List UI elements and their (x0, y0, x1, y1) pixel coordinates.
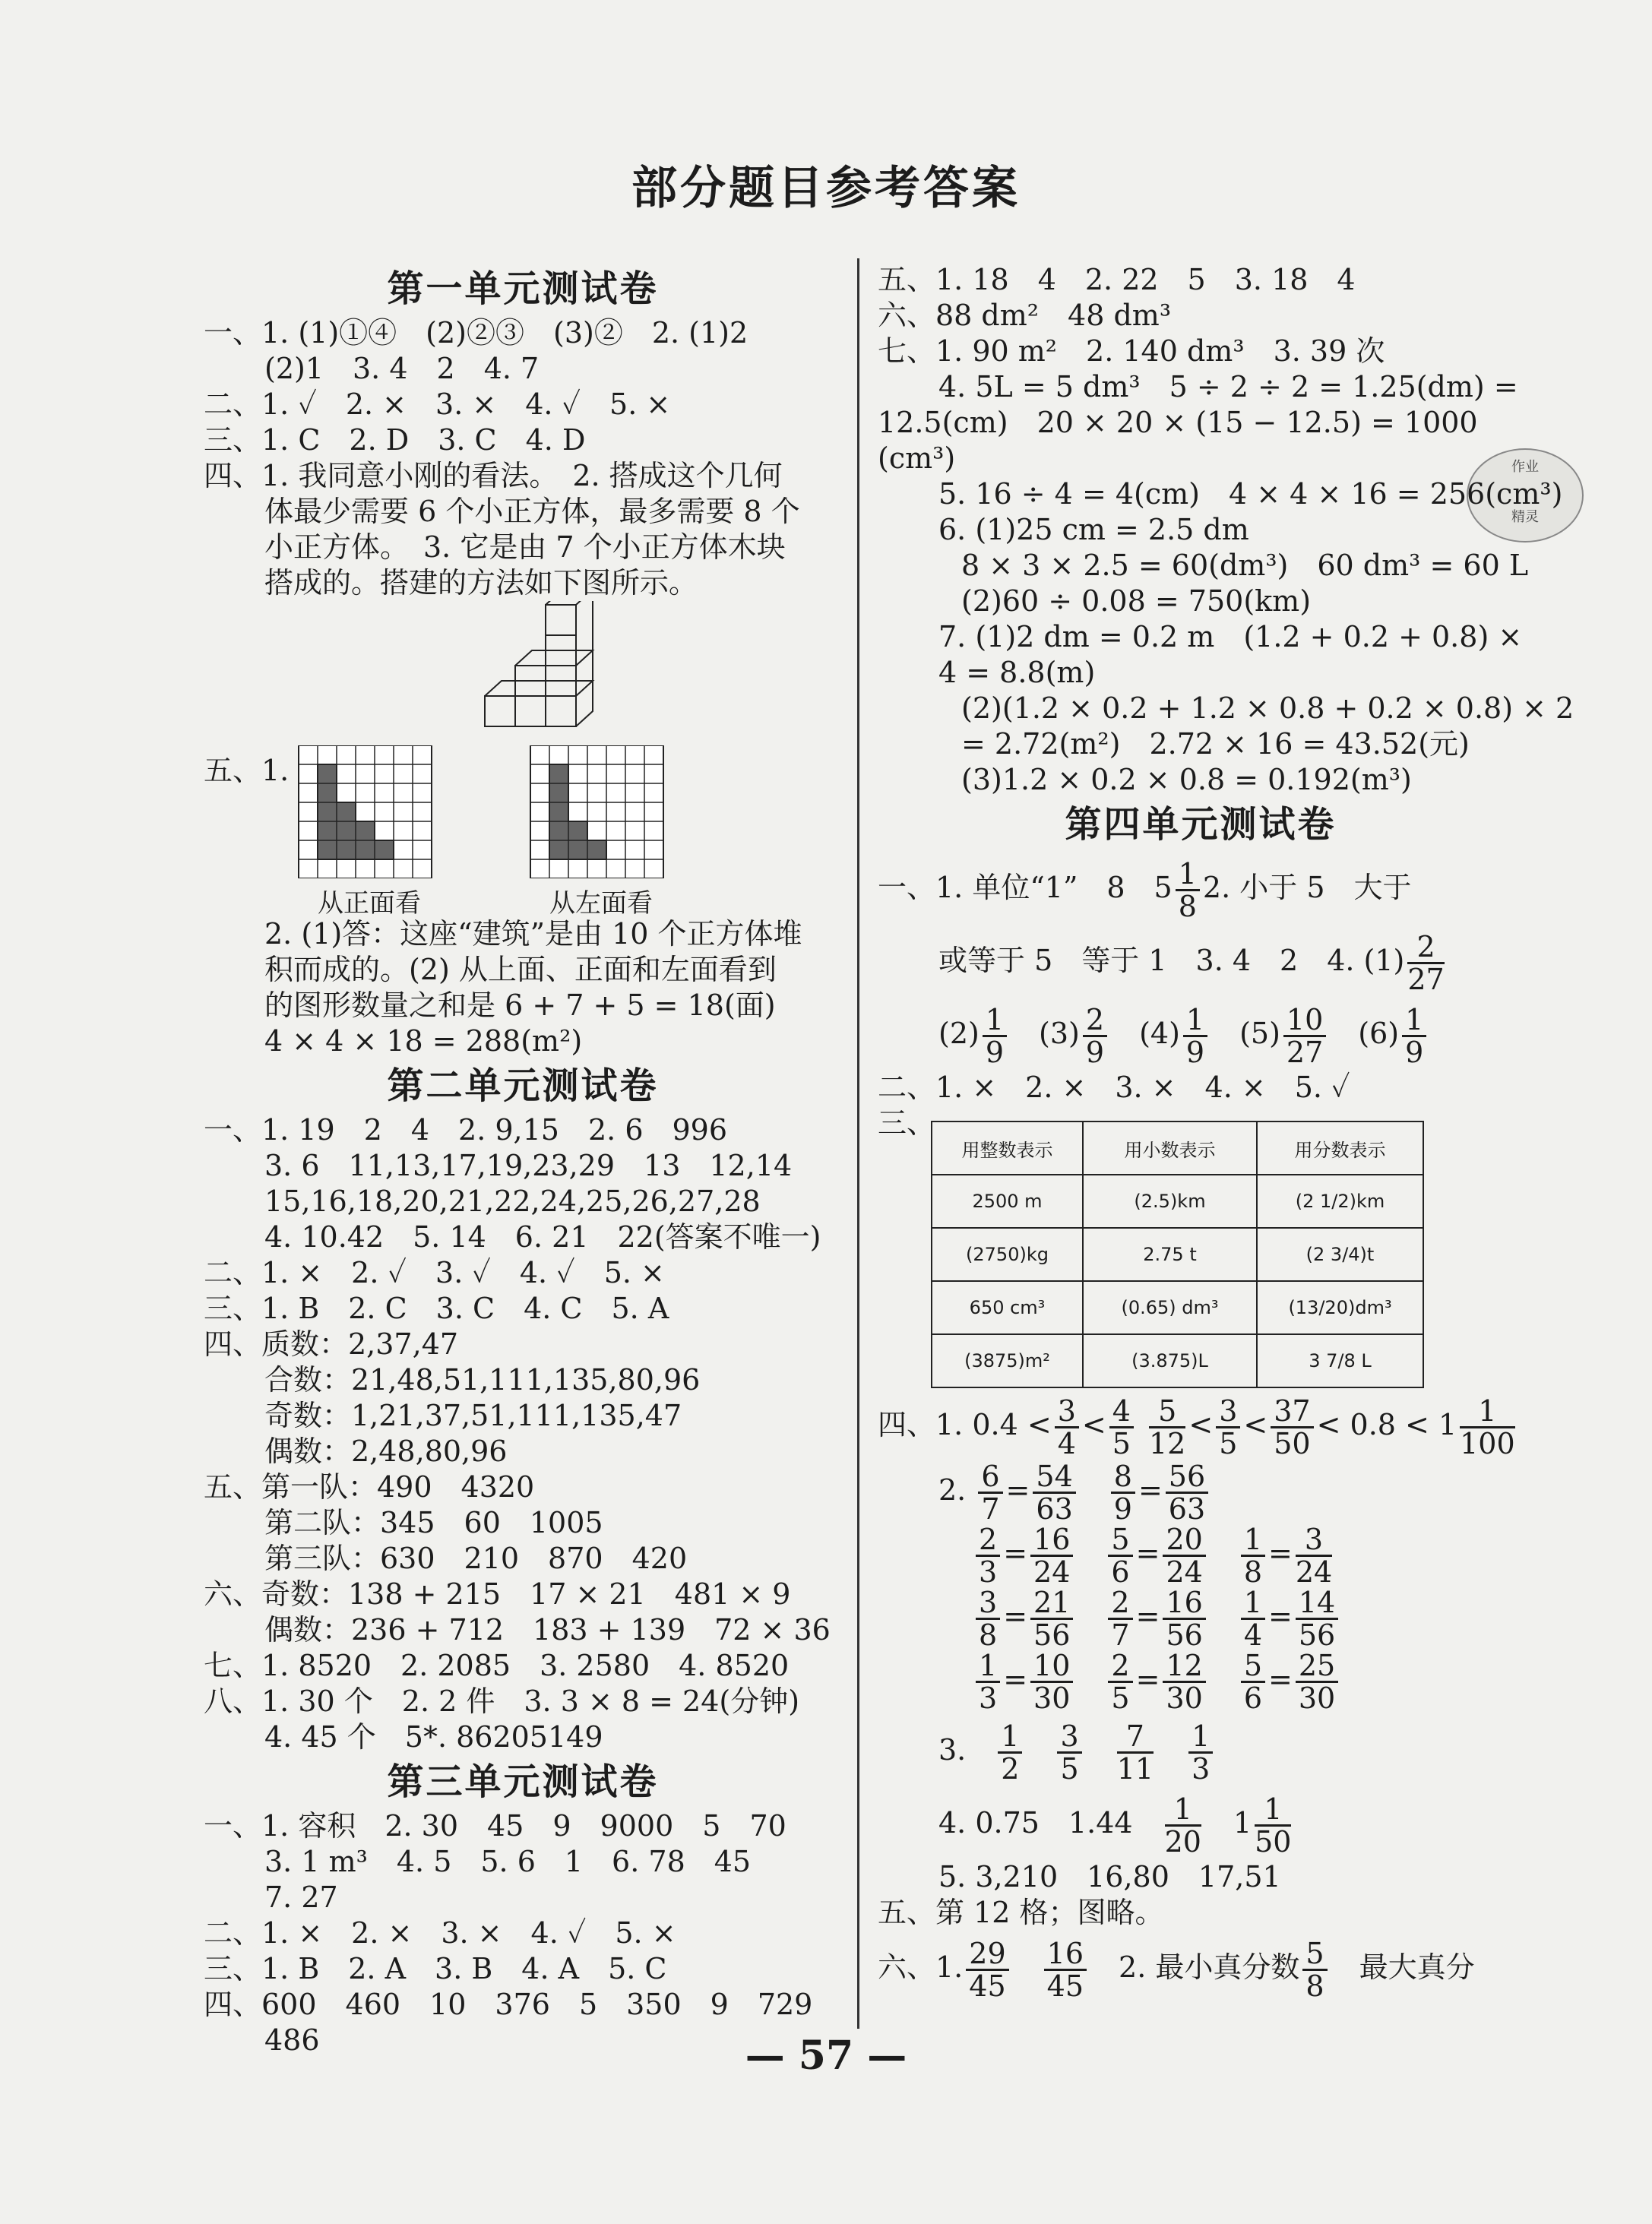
answer-line: 2. $\frac{6}{7}$ = $\frac{54}{63}$ $\frac{8}{9}$ = $\frac{56}{63}$ (878, 1461, 1524, 1524)
answer-line: 5. 16 ÷ 4 = 4(cm) 4 × 4 × 16 = 256(cm³) (938, 477, 1563, 511)
numerator: 1 (1188, 1721, 1213, 1754)
denominator: 63 (1168, 1492, 1206, 1526)
answer-line: 五、1. 18 4 2. 22 5 3. 18 4 (878, 263, 1356, 296)
fraction (998, 1721, 1022, 1784)
denominator: 45 (1046, 1969, 1084, 2003)
unit3-title: 第三单元测试卷 (387, 1761, 659, 1803)
numerator: 7 (1117, 1721, 1154, 1754)
answer-line: 一、1. 19 2 4 2. 9,15 2. 6 996 (204, 1113, 728, 1147)
fraction (1183, 1004, 1207, 1068)
numerator: 1 (1402, 1004, 1426, 1037)
page-number: — 57 — (745, 2033, 907, 2079)
fraction (976, 1650, 1000, 1713)
answer-line: 12.5(cm) 20 × 20 × (15 − 12.5) = 1000 (878, 406, 1478, 439)
numerator: 3 (1296, 1524, 1332, 1557)
page-title: 部分题目参考答案 (631, 162, 1021, 215)
fraction (1030, 1650, 1073, 1713)
denominator: 3 (1192, 1752, 1211, 1786)
fraction (978, 1461, 1002, 1524)
answer-text: (5) (1239, 1017, 1280, 1050)
fraction (1296, 1650, 1338, 1713)
denominator: 12 (1149, 1427, 1186, 1460)
fraction (1241, 1587, 1265, 1650)
answer-line: 3. 1 m³ 4. 5 5. 6 1 6. 78 45 (264, 1845, 752, 1878)
denominator: 5 (1111, 1681, 1130, 1715)
answer-line: 5. 3,210 16,80 17,51 (938, 1860, 1281, 1893)
unit-conversion-table (931, 1121, 1424, 1388)
answer-line: 15,16,18,20,21,22,24,25,26,27,28 (264, 1185, 761, 1218)
answer-line: 6. (1)25 cm = 2.5 dm (938, 513, 1249, 546)
left-view-label: 从左面看 (549, 888, 653, 919)
table-cell: (2 3/4)t (1257, 1228, 1423, 1281)
answer-line: $\frac{2}{3}$ = $\frac{16}{24}$ $\frac{5}{6}$ = $\frac{20}{24}$ $\frac{1}{8}$ = $\frac{3}{24}$ (878, 1524, 1524, 1587)
table-cell: 2.75 t (1083, 1228, 1257, 1281)
denominator: 45 (969, 1969, 1006, 2003)
numerator: 1 (983, 1004, 1007, 1037)
numerator: 1 (1241, 1524, 1265, 1557)
table-cell: 2500 m (932, 1175, 1083, 1228)
denominator: 2 (1001, 1752, 1020, 1786)
table-cell: (13/20)dm³ (1257, 1281, 1423, 1334)
answer-line: 一、1. (1)①④ (2)②③ (3)② 2. (1)2 (204, 316, 748, 350)
answer-line: 7. 27 (264, 1881, 338, 1914)
answer-line: 四、质数：2,37,47 (204, 1327, 459, 1361)
answer-line: 二、1. × 2. × 3. × 4. × 5. ✓ (878, 1071, 1350, 1104)
fraction (1407, 932, 1444, 995)
denominator: 56 (1033, 1618, 1071, 1652)
denominator: 24 (1033, 1555, 1071, 1589)
answer-line (878, 1931, 1524, 2004)
denominator: 24 (1166, 1555, 1203, 1589)
answer-line: 4. 5L = 5 dm³ 5 ÷ 2 ÷ 2 = 1.25(dm) = (938, 370, 1518, 403)
denominator: 8 (1243, 1555, 1262, 1589)
denominator: 7 (981, 1492, 1000, 1526)
denominator: 100 (1460, 1427, 1515, 1460)
answer-line: 四、600 460 10 376 5 350 9 729 (204, 1988, 813, 2021)
fraction (966, 1938, 1008, 2001)
answer-line: 二、1. ✓ 2. × 3. × 4. ✓ 5. × (204, 388, 671, 421)
answer-label: 五、1. (204, 754, 290, 787)
fraction (1302, 1938, 1327, 2001)
left-column (204, 262, 842, 2058)
answer-line: = 2.72(m²) 2.72 × 16 = 43.52(元) (961, 727, 1470, 761)
numerator: 2 (1083, 1004, 1107, 1037)
answer-line: 4 × 4 × 18 = 288(m²) (264, 1024, 583, 1058)
cube-stack-drawing (204, 601, 842, 745)
denominator: 24 (1295, 1555, 1333, 1589)
answer-line (878, 997, 1524, 1070)
denominator: 9 (1405, 1036, 1424, 1069)
answer-line (878, 1713, 1524, 1786)
answer-line: (2)60 ÷ 0.08 = 750(km) (961, 584, 1312, 618)
answer-text: (4) (1139, 1017, 1180, 1050)
answer-line: 4. 10.42 5. 14 6. 21 22(答案不唯一) (264, 1220, 821, 1254)
numerator: 14 (1296, 1587, 1338, 1620)
answer-line: 4. 45 个 5*. 86205149 (264, 1720, 603, 1754)
table-header: 用分数表示 (1257, 1121, 1423, 1175)
denominator: 8 (1305, 1969, 1324, 2003)
numerator: 12 (1163, 1650, 1205, 1683)
answer-line: 六、88 dm² 48 dm³ (878, 299, 1172, 332)
answer-line: 体最少需要 6 个小正方体，最多需要 8 个 (264, 495, 800, 528)
fraction (1163, 1587, 1205, 1650)
column-divider (857, 258, 859, 2029)
answer-text: 3. (938, 1733, 967, 1767)
numerator: 25 (1296, 1650, 1338, 1683)
numerator: 1 (1241, 1587, 1265, 1620)
answer-line: (2)(1.2 × 0.2 + 1.2 × 0.8 + 0.2 × 0.8) × 2 (961, 691, 1574, 725)
answer-line: 第二队：345 60 1005 (264, 1506, 603, 1539)
numerator: 2 (976, 1524, 1000, 1557)
numerator: 3 (1055, 1396, 1079, 1428)
fraction (1241, 1524, 1265, 1587)
numerator: 16 (1044, 1938, 1087, 1971)
denominator: 4 (1057, 1427, 1076, 1460)
answer-line (878, 924, 1524, 997)
fraction (1271, 1396, 1313, 1459)
answer-line: 三、1. B 2. C 3. C 4. C 5. A (204, 1292, 669, 1325)
answer-line: 三、1. C 2. D 3. C 4. D (204, 423, 586, 457)
table-cell: (3.875)L (1083, 1334, 1257, 1387)
numerator: 1 (1183, 1004, 1207, 1037)
fraction (1044, 1938, 1087, 2001)
table-cell: 650 cm³ (932, 1281, 1083, 1334)
denominator: 9 (985, 1036, 1005, 1069)
answer-line: 7. (1)2 dm = 0.2 m (1.2 + 0.2 + 0.8) × (938, 620, 1523, 653)
numerator: 16 (1163, 1587, 1205, 1620)
numerator: 5 (1302, 1938, 1327, 1971)
answer-line: 二、1. × 2. ✓ 3. ✓ 4. ✓ 5. × (204, 1256, 665, 1289)
numerator: 1 (976, 1650, 1000, 1683)
denominator: 9 (1185, 1036, 1205, 1069)
numerator: 1 (1176, 859, 1200, 891)
denominator: 11 (1116, 1752, 1154, 1786)
answer-line: 三、1. B 2. A 3. B 4. A 5. C (204, 1952, 667, 1985)
numerator: 37 (1271, 1396, 1313, 1428)
view-grids (204, 745, 842, 919)
table-header-row (932, 1121, 1423, 1175)
fraction (1030, 1587, 1073, 1650)
numerator: 3 (1216, 1396, 1240, 1428)
denominator: 5 (1219, 1427, 1238, 1460)
denominator: 20 (1164, 1825, 1201, 1859)
table-row (932, 1228, 1423, 1281)
denominator: 8 (979, 1618, 998, 1652)
denominator: 30 (1033, 1681, 1071, 1715)
denominator: 27 (1407, 963, 1445, 996)
denominator: 5 (1060, 1752, 1079, 1786)
numerator: 10 (1283, 1004, 1326, 1037)
answer-line: (cm³) (878, 441, 956, 475)
answer-line: $\frac{1}{3}$ = $\frac{10}{30}$ $\frac{2}{5}$ = $\frac{12}{30}$ $\frac{5}{6}$ = $\frac{25}{30}$ (878, 1650, 1524, 1713)
answer-line: 奇数：1,21,37,51,111,135,47 (264, 1399, 682, 1432)
fraction (1108, 1587, 1132, 1650)
answer-text: (3) (1039, 1017, 1080, 1050)
answer-line: 搭成的。搭建的方法如下图所示。 (264, 566, 698, 599)
stamp-text-top: 作业 (1511, 459, 1539, 475)
fraction (1108, 1524, 1132, 1587)
table-row (932, 1175, 1423, 1228)
denominator: 6 (1243, 1681, 1262, 1715)
fraction (1188, 1721, 1213, 1784)
answer-line: 七、1. 90 m² 2. 140 dm³ 3. 39 次 (878, 334, 1385, 368)
answer-line (878, 851, 1524, 924)
numerator: 16 (1030, 1524, 1073, 1557)
denominator: 9 (1085, 1036, 1105, 1069)
numerator: 1 (1165, 1794, 1201, 1827)
answer-line: 六、奇数：138 + 215 17 × 21 481 × 9 (204, 1577, 791, 1611)
fraction (983, 1004, 1007, 1068)
answer-line: 积而成的。(2) 从上面、正面和左面看到 (264, 953, 777, 986)
numerator: 20 (1163, 1524, 1205, 1557)
fraction (1163, 1524, 1205, 1587)
answer-line: (3)1.2 × 0.2 × 0.8 = 0.192(m³) (961, 763, 1412, 796)
denominator: 6 (1111, 1555, 1130, 1589)
numerator: 5 (1241, 1650, 1265, 1683)
numerator: 3 (1057, 1721, 1081, 1754)
answer-line: 8 × 3 × 2.5 = 60(dm³) 60 dm³ = 60 L (961, 549, 1529, 582)
denominator: 27 (1286, 1036, 1324, 1069)
numerator: 5 (1108, 1524, 1132, 1557)
answer-line: 486 (264, 2023, 320, 2057)
numerator: 3 (976, 1587, 1000, 1620)
answer-text: (6) (1358, 1017, 1400, 1050)
answer-line: 第三队：630 210 870 420 (264, 1542, 688, 1575)
numerator: 29 (966, 1938, 1008, 1971)
unit4-title: 第四单元测试卷 (1065, 803, 1337, 846)
answer-line: $\frac{3}{8}$ = $\frac{21}{56}$ $\frac{2}{7}$ = $\frac{16}{56}$ $\frac{1}{4}$ = $\frac{14}{56}$ (878, 1587, 1524, 1650)
denominator: 56 (1298, 1618, 1336, 1652)
fraction (976, 1524, 1000, 1587)
numerator: 1 (1460, 1396, 1515, 1428)
numerator: 54 (1033, 1461, 1075, 1494)
fraction (1111, 1461, 1135, 1524)
table-header: 用小数表示 (1083, 1121, 1257, 1175)
table-cell: 3 7/8 L (1257, 1334, 1423, 1387)
answer-text: < 0.8 < 1 (1316, 1408, 1457, 1441)
answer-line: 一、1. 容积 2. 30 45 9 9000 5 70 (204, 1809, 786, 1843)
grid-drawings (204, 745, 842, 878)
answer-line: 3. 6 11,13,17,19,23,29 13 12,14 (264, 1149, 793, 1182)
answer-line: 偶数：2,48,80,96 (264, 1435, 508, 1468)
numerator: 8 (1111, 1461, 1135, 1494)
front-view-label: 从正面看 (318, 888, 421, 919)
answer-line: 4 = 8.8(m) (938, 656, 1096, 689)
fraction (1241, 1650, 1265, 1713)
answer-line: 五、第 12 格；图略。 (878, 1896, 1164, 1929)
denominator: 3 (979, 1555, 998, 1589)
answer-text: 最大真分 (1359, 1950, 1475, 1984)
fraction (1296, 1587, 1338, 1650)
answer-text: 六、1. (878, 1950, 964, 1984)
denominator: 7 (1111, 1618, 1130, 1652)
answer-line: (2)1 3. 4 2 4. 7 (264, 352, 540, 385)
denominator: 30 (1298, 1681, 1336, 1715)
table-row (932, 1281, 1423, 1334)
numerator: 2 (1108, 1650, 1132, 1683)
denominator: 50 (1255, 1825, 1292, 1859)
fraction (1216, 1396, 1240, 1459)
fraction (1402, 1004, 1426, 1068)
denominator: 30 (1166, 1681, 1203, 1715)
table-cell: (2750)kg (932, 1228, 1083, 1281)
numerator: 5 (1149, 1396, 1185, 1428)
table-cell: (3875)m² (932, 1334, 1083, 1387)
numerator: 2 (1407, 932, 1444, 964)
numerator: 21 (1030, 1587, 1073, 1620)
answer-line: 二、1. × 2. × 3. × 4. ✓ 5. × (204, 1916, 676, 1950)
answer-text: 或等于 5 等于 1 3. 4 2 4. (1) (938, 944, 1405, 977)
unit1-title: 第一单元测试卷 (387, 267, 659, 310)
numerator: 2 (1108, 1587, 1132, 1620)
denominator: 56 (1166, 1618, 1203, 1652)
answer-line: 四、1. 0.4 < $\frac{3}{4}$ < $\frac{4}{5}$ $\frac{5}{12}$ < $\frac{3}{5}$ < $\frac{37}{50}$ < 0.8 < 1 $\frac{1}{100}$ (878, 1394, 1515, 1460)
fraction (1083, 1004, 1107, 1068)
answer-text: 四、1. 0.4 < (878, 1408, 1052, 1441)
answer-line: 的图形数量之和是 6 + 7 + 5 = 18(面) (264, 989, 776, 1022)
numerator: 1 (1255, 1794, 1291, 1827)
denominator: 3 (979, 1681, 998, 1715)
denominator: 63 (1036, 1492, 1073, 1526)
fraction (1460, 1396, 1515, 1459)
cube-figure (204, 601, 842, 745)
answer-text: 2. (938, 1473, 967, 1507)
table-cell: (2.5)km (1083, 1175, 1257, 1228)
fraction (1033, 1461, 1075, 1524)
fraction (1283, 1004, 1326, 1068)
answer-line: 4. 0.75 1.44 $\frac{1}{20}$ 1 $\frac{1}{50}$ (938, 1792, 1292, 1859)
table-cell: (0.65) dm³ (1083, 1281, 1257, 1334)
numerator: 6 (978, 1461, 1002, 1494)
fraction (1030, 1524, 1073, 1587)
answer-line: 八、1. 30 个 2. 2 件 3. 3 × 8 = 24(分钟) (204, 1685, 800, 1718)
answer-text: 一、1. 单位“1” 8 5 (878, 871, 1173, 904)
stamp-text-bottom: 精灵 (1511, 509, 1539, 525)
numerator: 1 (998, 1721, 1022, 1754)
answer-line: 偶数：236 + 712 183 + 139 72 × 36 (264, 1613, 831, 1647)
answer-line: 四、1. 我同意小刚的看法。 2. 搭成这个几何 (204, 459, 783, 492)
fraction (1163, 1650, 1205, 1713)
numerator: 10 (1030, 1650, 1073, 1683)
denominator: 50 (1274, 1427, 1311, 1460)
fraction (1255, 1794, 1291, 1857)
denominator: 9 (1113, 1492, 1132, 1526)
answer-line: 合数：21,48,51,111,135,80,96 (264, 1363, 701, 1397)
answer-text: (2) (938, 1017, 979, 1050)
fraction (1117, 1721, 1154, 1784)
table-row (932, 1334, 1423, 1387)
fraction (1296, 1524, 1332, 1587)
equivalent-fractions-block (878, 1461, 1524, 1713)
fraction (1165, 1794, 1201, 1857)
answer-line: 七、1. 8520 2. 2085 3. 2580 4. 8520 (204, 1649, 790, 1682)
answer-text: 2. 最小真分数 (1119, 1950, 1300, 1984)
table-header: 用整数表示 (932, 1121, 1083, 1175)
answer-line: 五、第一队：490 4320 (204, 1470, 535, 1504)
fraction (1108, 1650, 1132, 1713)
answer-text: 2. 小于 5 大于 (1202, 871, 1412, 904)
numerator: 56 (1166, 1461, 1208, 1494)
table-cell: (2 1/2)km (1257, 1175, 1423, 1228)
denominator: 8 (1178, 890, 1197, 923)
unit2-title: 第二单元测试卷 (387, 1065, 659, 1107)
fraction (1057, 1721, 1081, 1784)
denominator: 5 (1112, 1427, 1131, 1460)
answer-text: 4. 0.75 1.44 (938, 1806, 1133, 1840)
answer-line: 2. (1)答：这座“建筑”是由 10 个正方体堆 (264, 917, 802, 951)
fraction (1176, 859, 1200, 922)
fraction (976, 1587, 1000, 1650)
numerator: 4 (1109, 1396, 1134, 1428)
fraction (1109, 1396, 1134, 1459)
answer-label: 三、 (878, 1106, 936, 1140)
fraction (1166, 1461, 1208, 1524)
denominator: 4 (1243, 1618, 1262, 1652)
fraction (1055, 1396, 1079, 1459)
answer-line: 小正方体。 3. 它是由 7 个小正方体木块 (264, 530, 786, 564)
fraction (1149, 1396, 1185, 1459)
